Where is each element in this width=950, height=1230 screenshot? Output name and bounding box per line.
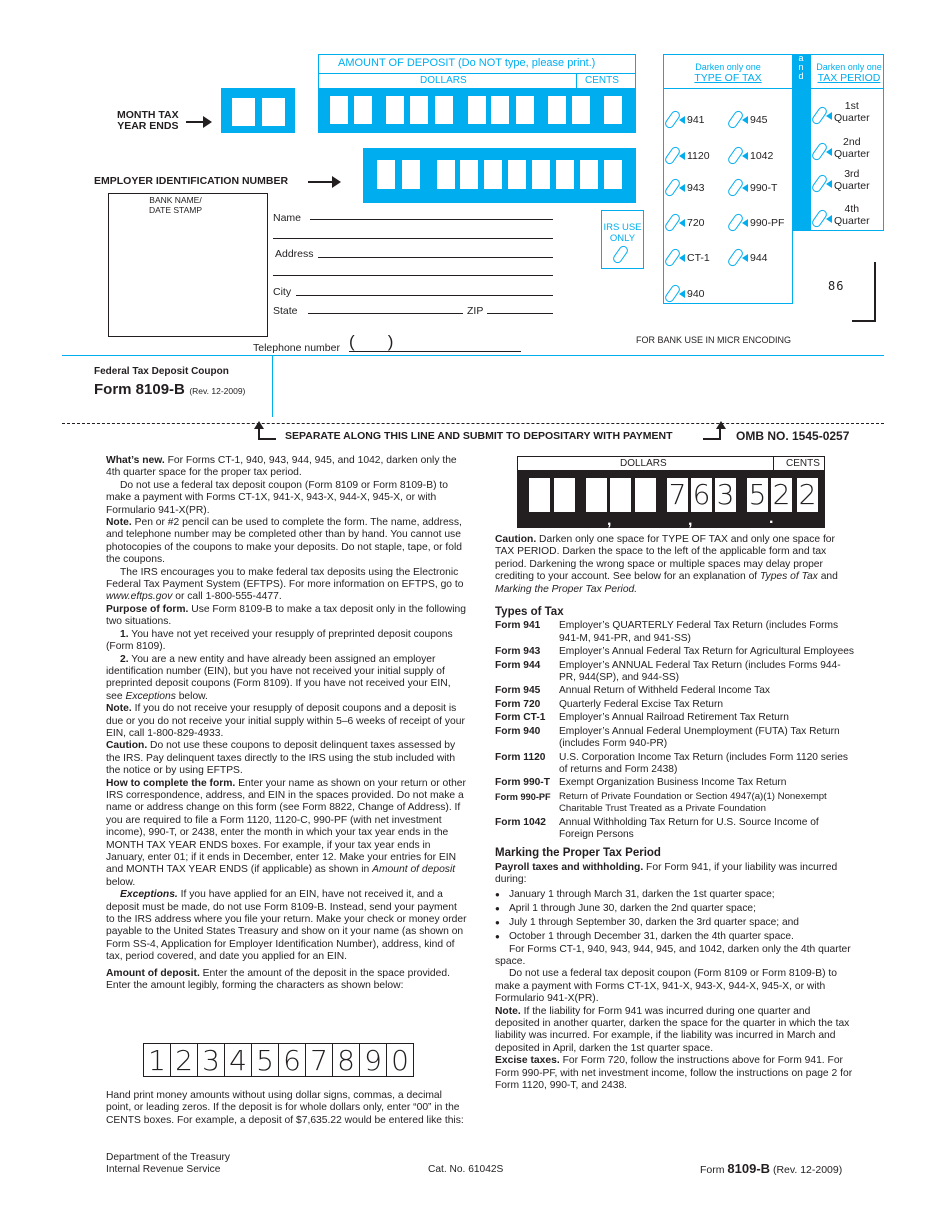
ein-digit-box[interactable] <box>508 160 526 189</box>
tax-type-form: Form 1042 <box>495 816 546 828</box>
quarter-word: Quarter <box>834 214 870 227</box>
tax-type-desc: U.S. Corporation Income Tax Return (includes Form 1120 series of returns and Form 2438) <box>559 751 848 775</box>
month-tax-label: MONTH TAX YEAR ENDS <box>117 109 179 132</box>
tax-type-desc: Employer’s ANNUAL Federal Tax Return (includes Forms 944-PR, 944(SP), and 944-SS) <box>559 659 841 684</box>
tax-type-option-ct-1[interactable] <box>668 248 710 267</box>
comma-2: , <box>487 126 492 143</box>
coupon-form-name: Form 8109-B (Rev. 12-2009) <box>94 381 246 398</box>
tax-type-desc: Employer’s Annual Railroad Retirement Tax Return <box>559 712 789 724</box>
bullet-item <box>495 916 855 930</box>
tax-type-desc: Quarterly Federal Excise Tax Return <box>559 698 724 710</box>
sample-digit: 1 <box>143 1043 171 1077</box>
tax-type-option-944[interactable] <box>731 248 768 267</box>
example-digit-box <box>529 478 550 512</box>
name-label: Name <box>273 212 302 224</box>
do-not-use-para-2: Do not use a federal tax deposit coupon (Form 8109 or Form 8109-B) to make a payment with Forms CT-1X, 941-X, 943-X, 944-X, 945-X, or with Formulario 941-X(PR). <box>495 968 837 1005</box>
quarter-label <box>834 136 870 160</box>
tax-type-desc: Employer’s Annual Federal Tax Return for Agricultural Employees <box>559 646 855 658</box>
city-label: City <box>273 286 292 298</box>
eftps-para: The IRS encourages you to make federal tax deposits using the Electronic Federal Tax Payment System (EFTPS). For more information on EFTPS, go to www.eftps.gov or call 1-800-555-4477. <box>106 566 464 603</box>
tax-type-form: Form 990-T <box>495 777 550 789</box>
example-digit-box: 7 <box>668 478 687 511</box>
name-field-2[interactable] <box>273 238 553 239</box>
decimal-point: . <box>568 124 573 141</box>
sample-digit: 2 <box>170 1043 198 1077</box>
period-header: Darken only one TAX PERIOD <box>816 62 882 84</box>
state-field[interactable] <box>308 313 463 314</box>
sample-digit: 5 <box>251 1043 279 1077</box>
ein-digit-box[interactable] <box>437 160 455 189</box>
tax-type-desc: Exempt Organization Business Income Tax Return <box>559 777 787 789</box>
example-digit-box <box>586 478 607 512</box>
instructions-right <box>495 534 855 1092</box>
comma-1: , <box>405 126 410 143</box>
amount-digit-box[interactable] <box>491 96 509 124</box>
quarter-bullets <box>495 888 855 944</box>
amount-digit-box[interactable] <box>330 96 348 124</box>
amount-digit-box[interactable] <box>604 96 622 124</box>
corner-code: 86 <box>828 279 845 293</box>
quarter-option-2[interactable] <box>815 134 870 161</box>
bullet-text: July 1 through September 30, darken the 3rd quarter space; and <box>509 916 799 928</box>
tax-type-form: Form 940 <box>495 725 541 737</box>
sample-digit: 7 <box>305 1043 333 1077</box>
name-field[interactable] <box>310 219 553 220</box>
amount-digit-box[interactable] <box>548 96 566 124</box>
instructions-left <box>106 455 468 992</box>
tax-type-label: 943 <box>687 181 705 194</box>
example-digit-box <box>635 478 656 512</box>
quarter-number: 1st <box>844 99 859 112</box>
tax-type-row <box>495 817 855 842</box>
do-not-use-para: Do not use a federal tax deposit coupon (Form 8109 or Form 8109-B) to make a payment with Forms CT-1X, 941-X, 943-X, 944-X, 945-X, or with Formulario 941-X(PR). <box>106 479 448 516</box>
sample-digit: 8 <box>332 1043 360 1077</box>
quarter-word: Quarter <box>834 179 870 192</box>
ein-digit-box[interactable] <box>460 160 478 189</box>
example-digit-box: 2 <box>798 478 817 511</box>
tax-type-option-720[interactable] <box>668 213 705 232</box>
tax-type-desc: Employer’s Annual Federal Unemployment (FUTA) Tax Return (includes Form 940-PR) <box>559 725 840 750</box>
corner-mark <box>852 262 876 322</box>
tax-type-row <box>495 646 855 658</box>
bullet-item <box>495 930 855 944</box>
sample-digit: 0 <box>386 1043 414 1077</box>
tax-type-form: Form 1120 <box>495 751 546 763</box>
quarter-word: Quarter <box>834 147 870 160</box>
tax-type-label: 1120 <box>687 149 710 162</box>
arrow-right-icon <box>308 181 334 183</box>
caution-right: Caution. Darken only one space for TYPE OF TAX and only one space for TAX PERIOD. Darken the space to the left of the applicable form and tax period. Darkening the wrong space or multiple spaces may delay proper crediting to your account. See below for an explanation of Types of Tax and Marking the Proper Tax Period. <box>495 534 838 595</box>
quarter-label <box>834 100 870 124</box>
tax-type-form: Form 990-PF <box>495 791 551 802</box>
quarter-option-1[interactable] <box>815 98 870 125</box>
month-box-2[interactable] <box>262 98 285 126</box>
city-field[interactable] <box>296 295 553 296</box>
cat-number: Cat. No. 61042S <box>428 1164 504 1175</box>
exceptions-para: Exceptions. If you have applied for an EIN, have not received it, and a deposit must be made, do not use Form 8109-B. Instead, send your payment to the IRS address where you file your return. Make your check or money order payable to the United States Treasury and show on it your name (as shown on Form SS-4, Application for Employer Identification Number), address, kind of tax, period covered, and date you applied for an EIN. <box>106 889 467 963</box>
payroll-para: Payroll taxes and withholding. For Form 941, if your liability was incurred during: <box>495 861 838 886</box>
forms-ct1-para: For Forms CT-1, 940, 943, 944, 945, and 1042, darken only the 4th quarter space. <box>495 943 851 967</box>
example-digit-box: 5 <box>748 478 767 511</box>
tax-type-option-990-t[interactable] <box>731 178 777 197</box>
quarter-label <box>834 203 870 227</box>
bullet-icon: ● <box>495 889 500 899</box>
tax-type-label: 940 <box>687 287 705 300</box>
amount-digit-box[interactable] <box>435 96 453 124</box>
situation-1: 1. You have not yet received your resupply of preprinted deposit coupons (Form 8109). <box>106 628 453 653</box>
tax-type-row <box>495 752 855 777</box>
tax-type-form: Form 720 <box>495 698 541 710</box>
sample-digit: 6 <box>278 1043 306 1077</box>
zip-label: ZIP <box>467 305 484 317</box>
cents-label: CENTS <box>585 75 619 86</box>
tax-type-option-945[interactable] <box>731 110 768 129</box>
example-digit-box: 6 <box>692 478 711 511</box>
tax-type-form: Form 945 <box>495 685 541 697</box>
tax-type-desc: Return of Private Foundation or Section 4947(a)(1) Nonexempt Charitable Trust Treated as a Private Foundation <box>559 790 827 815</box>
ein-digit-box[interactable] <box>484 160 502 189</box>
type-header: Darken only one TYPE OF TAX <box>694 62 762 84</box>
separate-text: SEPARATE ALONG THIS LINE AND SUBMIT TO DEPOSITARY WITH PAYMENT <box>285 430 673 442</box>
tax-type-form: Form 941 <box>495 620 541 632</box>
sample-digit: 4 <box>224 1043 252 1077</box>
address-label: Address <box>275 248 314 260</box>
tax-type-option-1042[interactable] <box>731 146 773 165</box>
bullet-text: January 1 through March 31, darken the 1st quarter space; <box>509 888 775 900</box>
dept-treasury: Department of the Treasury Internal Revenue Service <box>106 1152 231 1176</box>
tax-type-row <box>495 726 855 751</box>
state-label: State <box>273 305 298 317</box>
tax-type-row <box>495 660 855 685</box>
example-dollars-label: DOLLARS <box>620 458 667 469</box>
tax-type-row <box>495 620 855 645</box>
tax-type-label: 720 <box>687 216 705 229</box>
quarter-number: 3rd <box>844 167 860 180</box>
caution-para: Caution. Do not use these coupons to deposit delinquent taxes assessed by the IRS. Pay delinquent taxes directly to the IRS using the stub included with the notice or by using EFTPS. <box>106 740 456 777</box>
quarter-number: 2nd <box>843 135 861 148</box>
bullet-item <box>495 888 855 902</box>
tax-type-desc: Annual Return of Withheld Federal Income Tax <box>559 685 771 697</box>
irs-use-label: IRS USE ONLY <box>603 222 642 244</box>
bullet-icon: ● <box>495 931 500 941</box>
zip-field[interactable] <box>487 313 553 314</box>
amount-digit-box[interactable] <box>354 96 372 124</box>
amount-para: Amount of deposit. Enter the amount of the deposit in the space provided. Enter the amount legibly, forming the characters as shown below: <box>106 967 450 992</box>
tax-type-desc: Annual Withholding Tax Return for U.S. Source Income of Foreign Persons <box>559 816 819 840</box>
digit-sample-row <box>144 1043 414 1077</box>
example-digit-box <box>610 478 631 512</box>
omb-number: OMB NO. 1545-0257 <box>736 429 850 443</box>
tax-type-row <box>495 712 855 724</box>
tax-type-label: 941 <box>687 113 705 126</box>
tax-type-label: CT-1 <box>687 251 710 264</box>
month-box-1[interactable] <box>232 98 255 126</box>
example-digit-box: 3 <box>716 478 735 511</box>
tax-type-label: 990-PF <box>750 216 785 229</box>
tax-type-option-990-pf[interactable] <box>731 213 784 232</box>
quarter-label <box>834 168 870 192</box>
amount-digit-box[interactable] <box>410 96 428 124</box>
tax-type-form: Form 944 <box>495 659 541 671</box>
example-digit-box <box>554 478 575 512</box>
amount-digit-box[interactable] <box>572 96 590 124</box>
bank-stamp-label: BANK NAME/ DATE STAMP <box>148 195 203 215</box>
tax-type-label: 990-T <box>750 181 778 194</box>
ein-digit-box[interactable] <box>556 160 574 189</box>
quarter-option-4[interactable] <box>815 201 870 228</box>
types-list <box>495 620 855 841</box>
whats-new: What’s new. For Forms CT-1, 940, 943, 944, 945, and 1042, darken only the 4th quarter space for the proper tax period. <box>106 455 457 479</box>
and-label: a n d <box>798 53 804 81</box>
address-field[interactable] <box>318 257 553 258</box>
ein-label: EMPLOYER IDENTIFICATION NUMBER <box>94 175 289 187</box>
footer-form: Form 8109-B (Rev. 12-2009) <box>700 1161 843 1176</box>
bullet-icon: ● <box>495 903 500 913</box>
tax-type-option-940[interactable] <box>668 284 705 303</box>
micr-label: FOR BANK USE IN MICR ENCODING <box>636 335 792 345</box>
ein-digit-box[interactable] <box>604 160 622 189</box>
amount-header: AMOUNT OF DEPOSIT (Do NOT type, please print.) <box>338 57 596 69</box>
quarter-option-3[interactable] <box>815 166 870 193</box>
note-para: Note. Pen or #2 pencil can be used to complete the form. The name, address, and telephone number may be completed other than by hand. You cannot use photocopies of the coupons to make your deposits. Do not staple, tape, or fold the coupons. <box>106 517 463 566</box>
tax-type-option-943[interactable] <box>668 178 705 197</box>
bullet-text: October 1 through December 31, darken the 4th quarter space. <box>509 930 794 942</box>
hand-print-para: Hand print money amounts without using dollar signs, commas, a decimal point, or leading zeros. If the deposit is for whole dollars only, enter “00” in the CENTS boxes. For example, a deposit of $7,635.22 would be entered like this: <box>106 1090 464 1126</box>
dollars-label: DOLLARS <box>420 75 467 86</box>
tax-type-label: 944 <box>750 251 768 264</box>
amount-digit-box[interactable] <box>468 96 486 124</box>
coupon-title: Federal Tax Deposit Coupon <box>94 366 229 377</box>
address-field-2[interactable] <box>273 275 553 276</box>
ein-digit-box[interactable] <box>377 160 395 189</box>
tax-type-row <box>495 699 855 711</box>
ein-digit-box[interactable] <box>532 160 550 189</box>
tax-type-option-1120[interactable] <box>668 146 710 165</box>
situation-2: 2. You are a new entity and have already been assigned an employer identification number (EIN), but you have not received your initial supply of preprinted deposit coupons (Form 8109). If you have not received your EIN, see Exceptions below. <box>106 653 451 702</box>
ein-digit-box[interactable] <box>402 160 420 189</box>
types-heading: Types of Tax <box>495 606 564 619</box>
purpose-para: Purpose of form. Use Form 8109-B to make a tax deposit only in the following two situations. <box>106 603 466 628</box>
tax-type-desc: Employer’s QUARTERLY Federal Tax Return (includes Forms 941-M, 941-PR, and 941-SS) <box>559 620 839 644</box>
bullet-icon: ● <box>495 917 500 927</box>
bullet-text: April 1 through June 30, darken the 2nd quarter space; <box>509 902 756 914</box>
amount-digit-box[interactable] <box>386 96 404 124</box>
tax-type-row <box>495 791 855 816</box>
ein-digit-box[interactable] <box>580 160 598 189</box>
tax-type-row <box>495 777 855 789</box>
amount-digit-box[interactable] <box>516 96 534 124</box>
example-digit-box: 2 <box>772 478 791 511</box>
bullet-item <box>495 902 855 916</box>
tax-type-label: 1042 <box>750 149 774 162</box>
telephone-label: Telephone number <box>253 342 340 354</box>
how-to-para: How to complete the form. Enter your name as shown on your return or other IRS correspondence, address, and EIN in the spaces provided. Do not make a name or address change on this form (see Form 8822, Change of Address). If you are required to file a Form 1120, 1120-C, 990-PF (with net investment income), 990-T, or 2438, enter the month in which your tax year ends in the MONTH TAX YEAR ENDS boxes. For example, if your tax year ends in January, enter 01; if it ends in December, enter 12. Make your entries for EIN and MONTH TAX YEAR ENDS (if applicable) as shown in Amount of deposit below. <box>106 777 466 888</box>
note-right: Note. If the liability for Form 941 was incurred during one quarter and deposited in another quarter, darken the space for the quarter in which the tax liability was incurred. For example, if the liability was incurred in March and deposited in April, darken the 1st quarter space. <box>495 1005 850 1054</box>
tax-type-option-941[interactable] <box>668 110 705 129</box>
quarter-word: Quarter <box>834 111 870 124</box>
tax-type-row <box>495 685 855 697</box>
tax-type-form: Form CT-1 <box>495 712 546 724</box>
dashed-separator <box>62 423 884 424</box>
note2-para: Note. If you do not receive your resupply of deposit coupons and a deposit is due or you do not receive your initial supply within 5–6 weeks of receipt of your EIN, call 1-800-829-4933. <box>106 703 465 739</box>
tax-type-form: Form 943 <box>495 646 541 658</box>
telephone-field[interactable] <box>349 351 521 352</box>
sample-digit: 9 <box>359 1043 387 1077</box>
area-code-parens: ( ) <box>349 332 394 351</box>
tax-type-label: 945 <box>750 113 768 126</box>
example-cents-label: CENTS <box>786 458 820 469</box>
sample-digit: 3 <box>197 1043 225 1077</box>
excise-para: Excise taxes. For Form 720, follow the instructions above for Form 941. For Form 990-PF, with net investment income, follow the instructions on page 2 for Form 1120, 990-T, and 2438. <box>495 1055 853 1092</box>
quarter-number: 4th <box>844 202 860 215</box>
marking-heading: Marking the Proper Tax Period <box>495 847 661 860</box>
